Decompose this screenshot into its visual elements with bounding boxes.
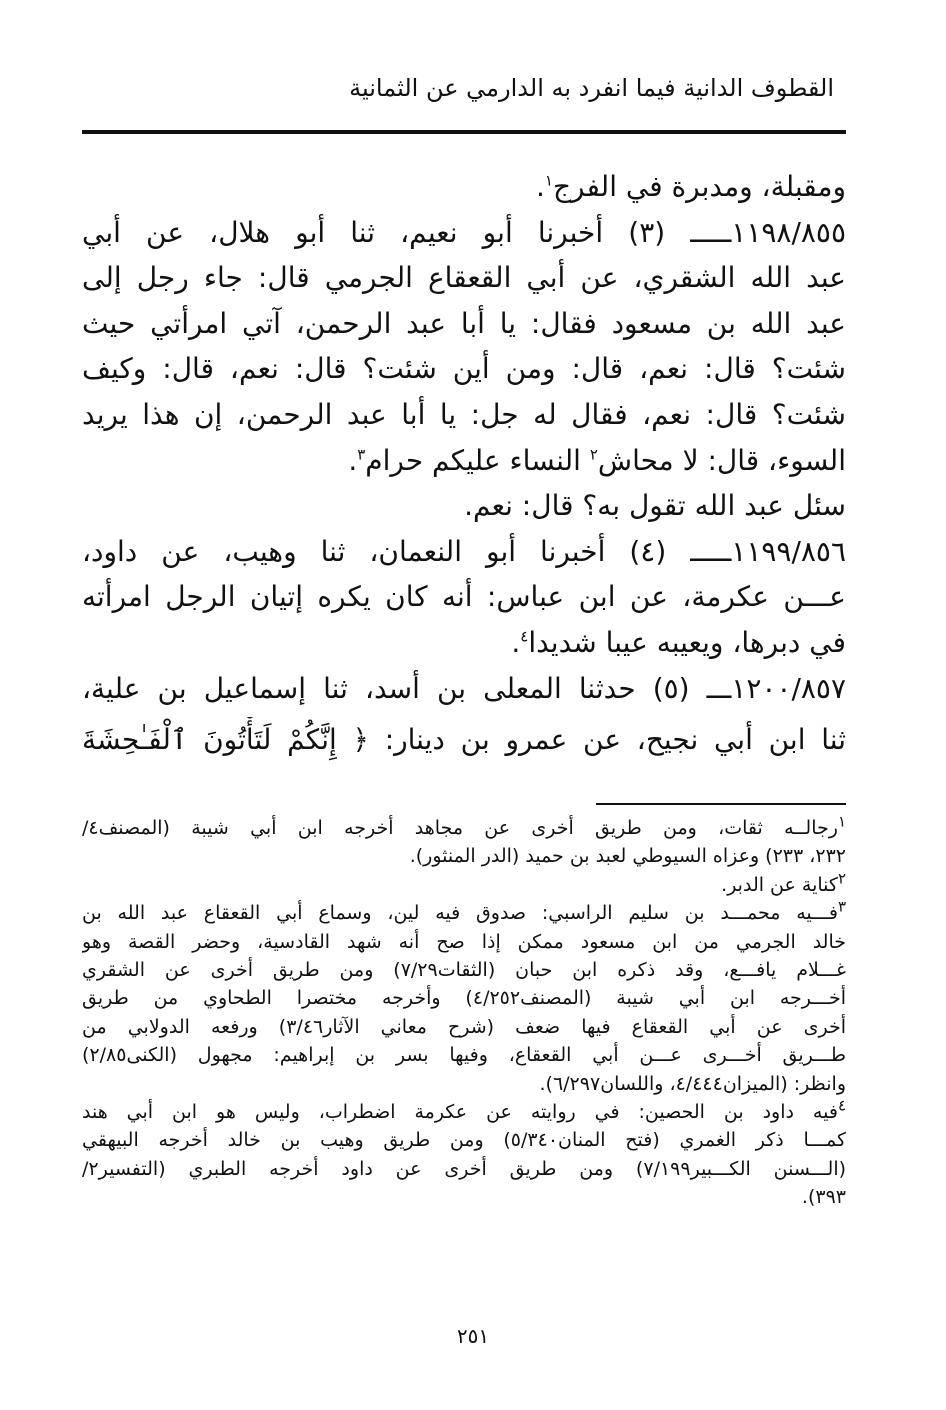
- footnote-ref-4[interactable]: ٤: [520, 627, 529, 646]
- footnote-line: ٢٣٢، ٢٣٣) وعزاه السيوطي لعبد بن حميد (الدر المنثور).: [409, 845, 846, 868]
- text-line: عبد الله بن مسعود فقال: يا أبا عبد الرحمن، آتي امرأتي حيث: [82, 306, 846, 340]
- text-line: ومقبلة، ومدبرة في الفرج$^١$.: [536, 170, 846, 203]
- text-line: عبد الله الشقري، عن أبي القعقاع الجرمي قال: جاء رجل إلى: [82, 261, 846, 295]
- text-line: ثنا ابن أبي نجيح، عن عمرو بن دينار: ﴿ إِنَّكُمْ لَتَأْتُونَ ٱلْفَـٰحِشَةَ: [82, 723, 846, 757]
- footnote-ref-3[interactable]: ٣: [357, 445, 366, 464]
- footnote-ref-2[interactable]: ٢: [589, 445, 598, 464]
- text-line: سئل عبد الله تقول به؟ قال: نعم.: [464, 489, 846, 523]
- header-divider: [82, 130, 846, 134]
- footnote-line: غـــلام يافـــع، وقد ذكره ابن حبان (الثقات٧/٢٩) ومن طريق أخرى عن الشقري: [82, 958, 846, 981]
- hadith-1199-heading: ١١٩٩/٨٥٦ـــــ (٤) أخبرنا أبو النعمان، ثنا وهيب، عن داود،: [82, 534, 846, 568]
- footnote-1: $^١$رجالــه ثقات، ومن طريق أخرى عن مجاهد أخرجه ابن أبي شيبة (المصنف٤/: [82, 814, 846, 839]
- footnote-line: ٣٩٣).: [801, 1186, 846, 1209]
- footnote-line: طـــريق أخـــرى عـــن أبي القعقاع، وفيها بسر بن إبراهيم: مجهول (الكنى٢/٨٥): [82, 1044, 846, 1067]
- footnote-separator: [596, 803, 846, 805]
- footnote-line: أخرى عن أبي القعقاع فيها ضعف (شرح معاني الآثار٣/٤٦) ورفعه الدولابي من: [82, 1015, 846, 1038]
- footnote-ref-1[interactable]: ١: [544, 171, 553, 190]
- footnote-line: وانظر: (الميزان٤/٤٤٤، واللسان٦/٢٩٧).: [539, 1072, 846, 1095]
- footnote-line: كمـــا ذكر الغمري (فتح المنان٥/٣٤٠) ومن طريق وهيب بن خالد أخرجه البيهقي: [82, 1129, 846, 1152]
- text-line: شئت؟ قال: نعم، فقال له جل: يا أبا عبد الرحمن، إن هذا يريد: [82, 397, 846, 431]
- footnotes-section: [82, 814, 846, 1211]
- footnote-line: أخـــرجه ابن أبي شيبة (المصنف٤/٢٥٢) وأخرجه مختصرا الطحاوي من طريق: [82, 987, 846, 1010]
- text-line: في دبرها، ويعيبه عيبا شديدا$^٤$.: [511, 625, 846, 659]
- text-line: شئت؟ قال: نعم، قال: ومن أين شئت؟ قال: نعم، قال: وكيف: [82, 352, 846, 386]
- text-line: عـــن عكرمة، عن ابن عباس: أنه كان يكره إتيان الرجل امرأته: [82, 580, 846, 614]
- footnote-4: $^٤$فيه داود بن الحصين: في روايته عن عكرمة اضطراب، وليس هو ابن أبي هند: [82, 1097, 846, 1123]
- main-text: [82, 164, 846, 763]
- hadith-1198-heading: ١١٩٨/٨٥٥ـــــ (٣) أخبرنا أبو نعيم، ثنا أبو هلال، عن أبي: [82, 215, 846, 249]
- running-header-title: القطوف الدانية فيما انفرد به الدارمي عن الثمانية: [349, 74, 834, 102]
- hadith-1200-heading: ١٢٠٠/٨٥٧ـــ (٥) حدثنا المعلى بن أسد، ثنا إسماعيل بن علية،: [82, 671, 846, 705]
- footnote-2: $^٢$كناية عن الدبر.: [721, 870, 846, 896]
- footnote-line: خالد الجرمي من ابن مسعود ممكن إذا صح أنه شهد القادسية، وحضر القصة وهو: [82, 930, 846, 953]
- text-line: السوء، قال: لا محاش$^٢$ النساء عليكم حرام$^٣$.: [348, 443, 846, 477]
- footnote-line: (الـــسنن الكـــبير٧/١٩٩) ومن طريق أخرى عن داود أخرجه الطبري (التفسير٢/: [82, 1157, 846, 1180]
- page-number: ٢٥١: [456, 1324, 490, 1348]
- footnote-3: $^٣$فـــيه محمـــد بن سليم الراسبي: صدوق فيه لين، وسماع أبي القعقاع عبد الله بن: [82, 899, 846, 925]
